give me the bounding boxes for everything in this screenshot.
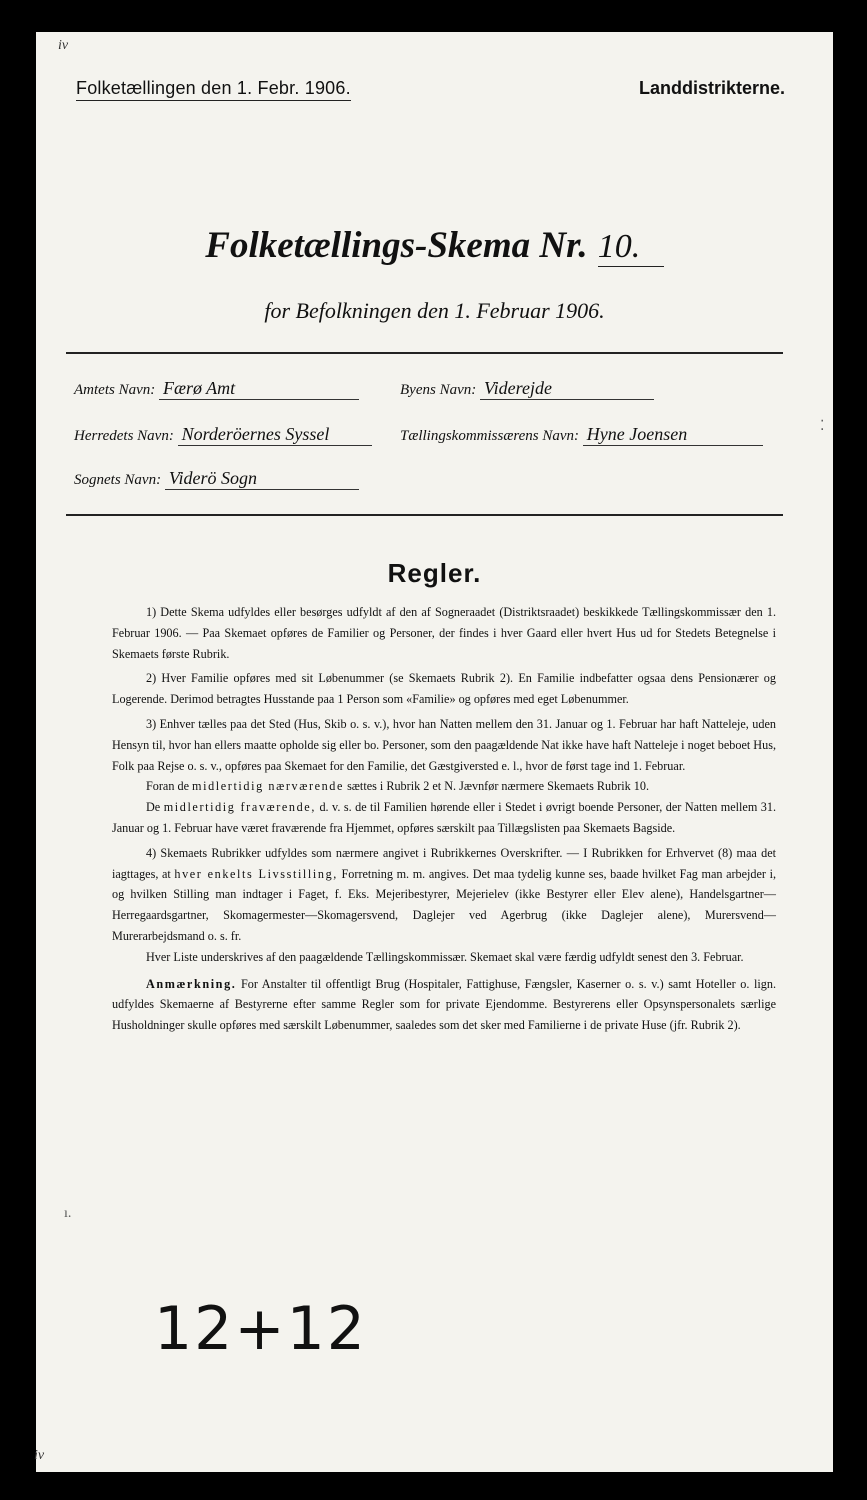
form-title: Folketællings-Skema Nr. xyxy=(205,225,588,266)
header-census-date: Folketællingen den 1. Febr. 1906. xyxy=(76,78,351,101)
by-label: Byens Navn: xyxy=(400,382,477,398)
amt-value: Færø Amt xyxy=(159,378,359,400)
corner-mark-bottom: iv xyxy=(34,1448,45,1463)
herred-field xyxy=(74,424,372,446)
form-title-row xyxy=(36,224,833,267)
note-text: For Anstalter til offentligt Brug (Hospitaler, Fattighuse, Fængsler, Kaserner o. s. v.) samt Hoteller o. lign. udfyldes Skemaerne af Bestyrerne efter samme Regler som for private Ejendomme. Bestyrerens eller Opsynspersonalets særlige Husholdninger skulle opføres med særskilt Løbenummer, saaledes som det sker med Familierne i de private Huse (jfr. Rubrik 2). xyxy=(112,976,776,1033)
note xyxy=(112,974,776,1036)
kommissaer-value: Hyne Joensen xyxy=(583,424,763,446)
sogn-label: Sognets Navn: xyxy=(74,472,162,488)
census-form-page xyxy=(36,32,833,1472)
amt-label: Amtets Navn: xyxy=(74,382,156,398)
rules-heading: Regler. xyxy=(387,558,482,588)
top-divider xyxy=(66,352,783,354)
rule-1: 1) Dette Skema udfyldes eller besørges udfyldt af den af Sogneraadet (Distriktsraadet) beskikkede Tællingskommissær den 1. Februar 1906. — Paa Skemaet opføres de Familier og Personer, der findes i hver Gaard eller hvert Hus ud for Stedets Betegnelse i Skemaets første Rubrik. xyxy=(112,605,776,661)
schema-number: 10. xyxy=(598,228,664,267)
rule-4: 4) Skemaets Rubrikker udfyldes som nærmere angivet i Rubrikkernes Overskrifter. — I Rubrikken for Erhvervet (8) maa det iagttages, at hver enkelts Livsstilling, Forretning m. m. angives. Det maa tydelig kunne ses, baade hvilket Fag man arbejder i, og hvilken Stilling man indtager i Faget, f. Eks. Mejeribestyrer, Mejerielev (ikke Bestyrer eller Elev alene), Handelsgartner—Herregaardsgartner, Skomagermester—Skomagersvend, Daglejer ved Agerbrug (ikke Daglejer alene), Murersvend—Murerarbejdsmand o. s. fr. xyxy=(112,845,777,943)
note-label: Anmærkning. xyxy=(146,976,237,991)
handwritten-count: 12+12 xyxy=(154,1294,367,1364)
herred-label: Herredets Navn: xyxy=(74,428,174,444)
by-value: Viderejde xyxy=(480,378,654,400)
amt-field xyxy=(74,378,359,400)
herred-value: Norderöernes Syssel xyxy=(178,424,372,446)
rule-3-temporary-present: Foran de midlertidig nærværende sættes i Rubrik 2 et N. Jævnfør nærmere Skemaets Rubrik 10. xyxy=(146,779,650,794)
rule-4-signature: Hver Liste underskrives af den paagældende Tællingskommissær. Skemaet skal være færdig udfyldt senest den 3. Februar. xyxy=(146,949,744,964)
by-field xyxy=(400,378,654,400)
margin-dots: ⁚ xyxy=(820,419,825,434)
header-district: Landdistrikterne. xyxy=(638,78,785,98)
form-subtitle: for Befolkningen den 1. Februar 1906. xyxy=(264,298,605,323)
sogn-field xyxy=(74,468,359,490)
corner-mark-top: iv xyxy=(58,38,69,53)
rule-2: 2) Hver Familie opføres med sit Løbenummer (se Skemaets Rubrik 2). En Familie indbefatter ogsaa dens Pensionærer og Logerende. Derimod betragtes Husstande paa 1 Person som «Familie» og opføres med eget Løbenummer. xyxy=(112,671,776,707)
kommissaer-label: Tællingskommissærens Navn: xyxy=(400,428,580,444)
sogn-value: Viderö Sogn xyxy=(165,468,359,490)
kommissaer-field xyxy=(400,424,763,446)
rules-text xyxy=(112,602,776,1040)
rule-3-temporary-absent: De midlertidig fraværende, d. v. s. de til Familien hørende eller i Stedet i øvrigt boende Personer, der Natten mellem 31. Januar og 1. Februar have været fraværende fra Hjemmet, opføres særskilt paa Tillægslisten paa Skemaets Bagside. xyxy=(112,800,777,835)
rule-3: 3) Enhver tælles paa det Sted (Hus, Skib o. s. v.), hvor han Natten mellem den 31. Januar og 1. Februar har haft Natteleje, uden Hensyn til, hvor han ellers maatte opholde sig eller bo. Personer, som den paagældende Nat ikke have haft Natteleje i noget beboet Hus, Folk paa Rejse o. s. v., opføres paa Skemaet for den Familie, det Gæstgiversted e. l., hvor de først tage ind 1. Februar. xyxy=(112,716,776,773)
margin-mark: ı. xyxy=(64,1206,72,1221)
bottom-divider xyxy=(66,514,783,516)
